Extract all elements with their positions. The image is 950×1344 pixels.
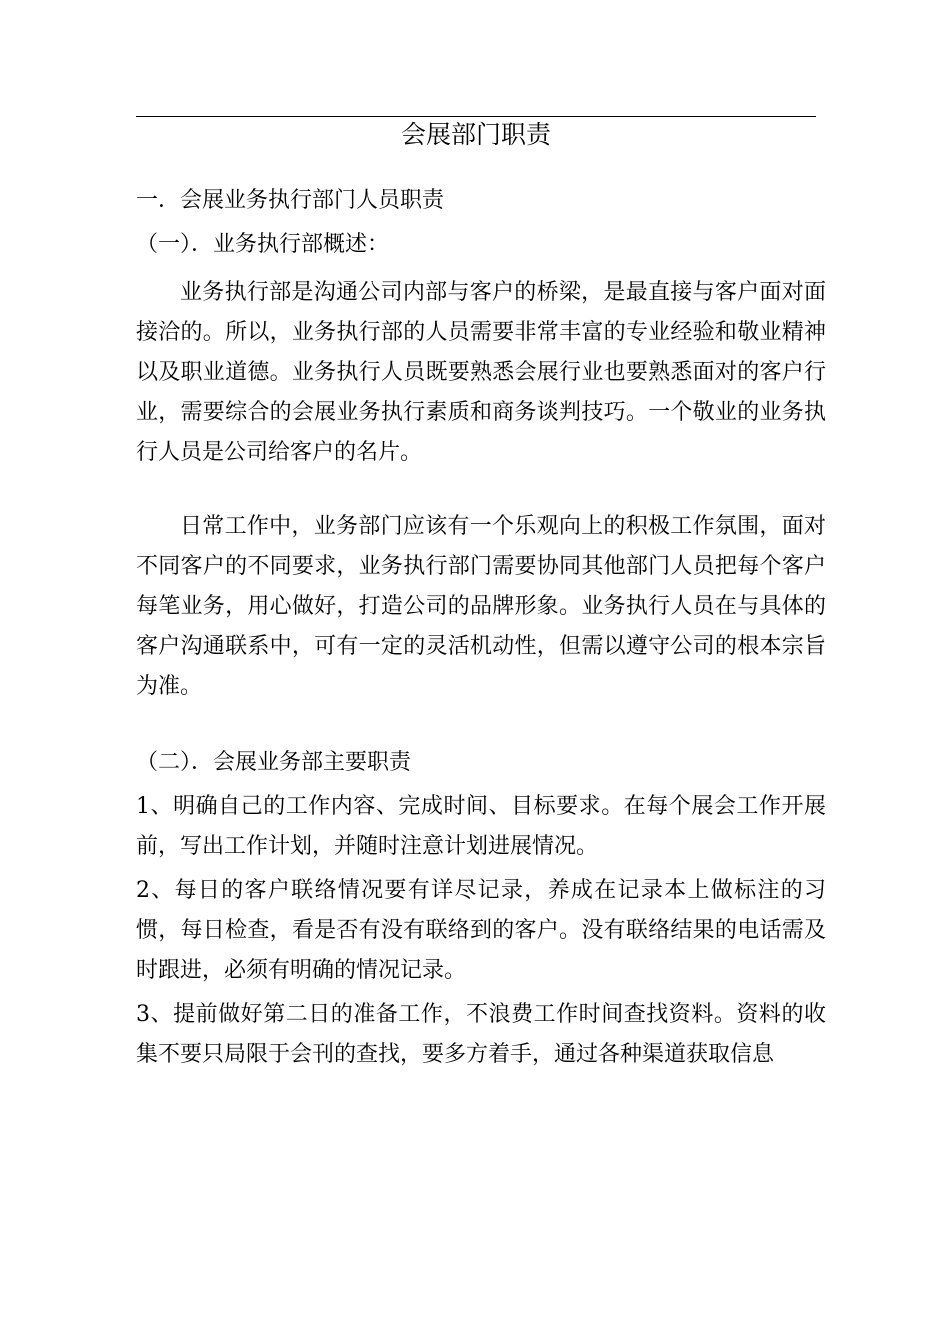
list-item: 3、提前做好第二日的准备工作，不浪费工作时间查找资料。资料的收集不要只局限于会刊的查找，要多方着手，通过各种渠道获取信息 <box>136 1002 826 1067</box>
list-item: 2、每日的客户联络情况要有详尽记录，养成在记录本上做标注的习惯，每日检查，看是否有没有联络到的客户。没有联络结果的电话需及时跟进，必须有明确的情况记录。 <box>136 878 826 983</box>
paragraph-overview: 业务执行部是沟通公司内部与客户的桥梁，是最直接与客户面对面接洽的。所以，业务执行部的人员需要非常丰富的专业经验和敬业精神以及职业道德。业务执行人员既要熟悉会展行业也要熟悉面对的客户行业，需要综合的会展业务执行素质和商务谈判技巧。一个敬业的业务执行人员是公司给客户的名片。 <box>136 280 826 465</box>
document-title: 会展部门职责 <box>400 120 551 149</box>
paragraph-daily-work: 日常工作中，业务部门应该有一个乐观向上的积极工作氛围，面对不同客户的不同要求，业务执行部门需要协同其他部门人员把每个客户每笔业务，用心做好，打造公司的品牌形象。业务执行人员在与具体的客户沟通联系中，可有一定的灵活机动性，但需以遵守公司的根本宗旨为准。 <box>136 514 826 699</box>
section-heading: 一．会展业务执行部门人员职责 <box>136 188 445 213</box>
header-rule <box>136 116 816 117</box>
list-item: 1、明确自己的工作内容、完成时间、目标要求。在每个展会工作开展前，写出工作计划，并随时注意计划进展情况。 <box>136 794 826 859</box>
document-body <box>136 181 826 1075</box>
subsection-heading-duties: （二）．会展业务部主要职责 <box>136 750 412 775</box>
subsection-heading-overview: （一）．业务执行部概述： <box>136 232 390 257</box>
